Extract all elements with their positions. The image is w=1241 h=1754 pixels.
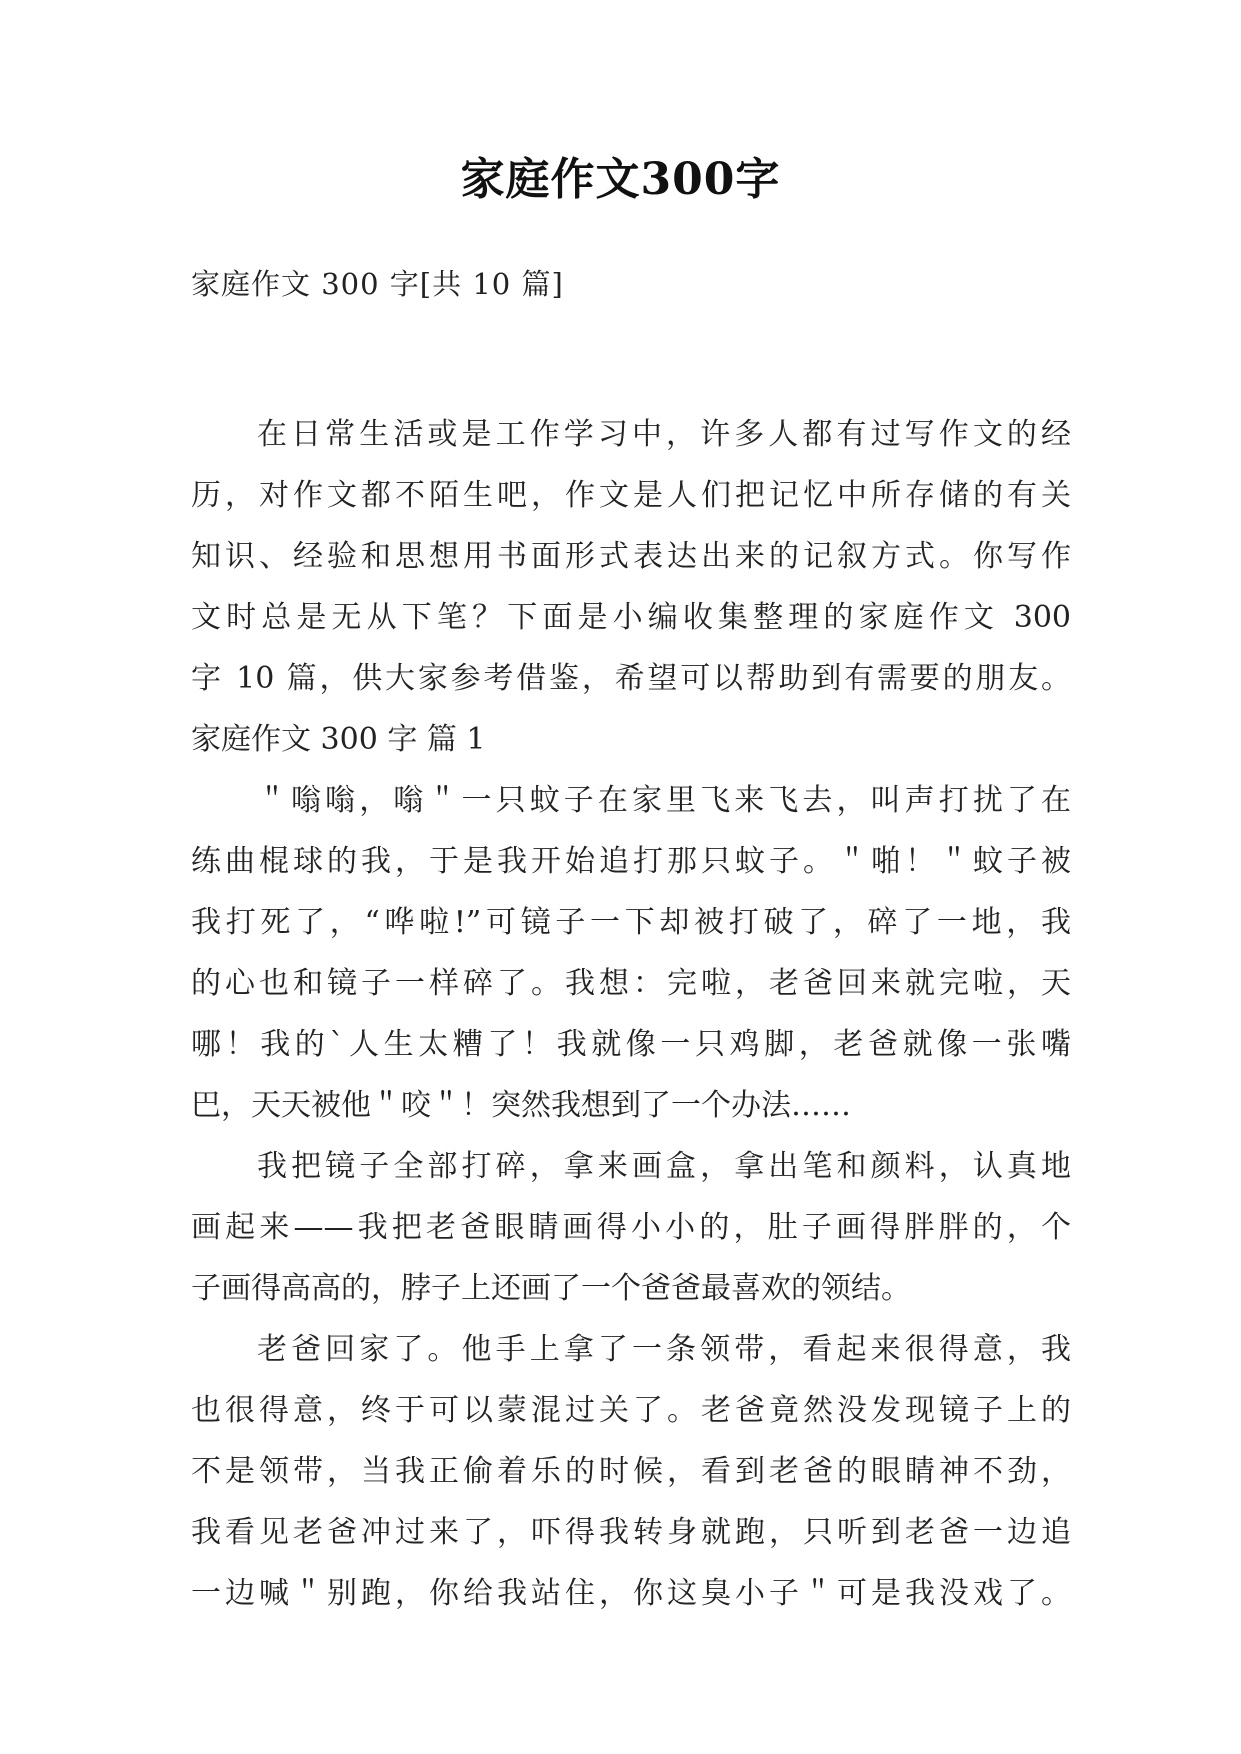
text-line: 我把镜子全部打碎，拿来画盒，拿出笔和颜料，认真地 xyxy=(257,1149,1071,1184)
text-line: 哪！我的`人生太糟了！我就像一只鸡脚，老爸就像一张嘴 xyxy=(191,1027,1071,1062)
text-line: 不是领带，当我正偷着乐的时候，看到老爸的眼睛神不劲， xyxy=(191,1454,1071,1489)
text-line: 一边喊＂别跑，你给我站住，你这臭小子＂可是我没戏了。 xyxy=(191,1576,1071,1611)
text-line: 文时总是无从下笔？下面是小编收集整理的家庭作文 300 xyxy=(191,600,1071,635)
text-line: 巴，天天被他＂咬＂！突然我想到了一个办法…… xyxy=(191,1088,851,1123)
section-heading: 家庭作文 300 字 篇 1 xyxy=(191,722,486,757)
text-line: 字 10 篇，供大家参考借鉴，希望可以帮助到有需要的朋友。 xyxy=(191,661,1071,696)
text-line: 知识、经验和思想用书面形式表达出来的记叙方式。你写作 xyxy=(191,539,1071,574)
text-line: 也很得意，终于可以蒙混过关了。老爸竟然没发现镜子上的 xyxy=(191,1393,1071,1428)
text-line: 在日常生活或是工作学习中，许多人都有过写作文的经 xyxy=(257,417,1071,452)
text-line: 历，对作文都不陌生吧，作文是人们把记忆中所存储的有关 xyxy=(191,478,1071,513)
text-line: 老爸回家了。他手上拿了一条领带，看起来很得意，我 xyxy=(257,1332,1071,1367)
document-body xyxy=(191,404,1071,1624)
text-line: ＂嗡嗡，嗡＂一只蚊子在家里飞来飞去，叫声打扰了在 xyxy=(257,783,1071,818)
text-line: 画起来——我把老爸眼睛画得小小的，肚子画得胖胖的，个 xyxy=(191,1210,1071,1245)
text-line: 的心也和镜子一样碎了。我想：完啦，老爸回来就完啦，天 xyxy=(191,966,1071,1001)
text-line: 我打死了，“哗啦!”可镜子一下却被打破了，碎了一地，我 xyxy=(191,905,1071,940)
document-title: 家庭作文300字 xyxy=(460,154,781,205)
document-subtitle: 家庭作文 300 字[共 10 篇] xyxy=(191,267,564,301)
text-line: 练曲棍球的我，于是我开始追打那只蚊子。＂啪！＂蚊子被 xyxy=(191,844,1071,879)
text-line: 我看见老爸冲过来了，吓得我转身就跑，只听到老爸一边追 xyxy=(191,1515,1071,1550)
text-line: 子画得高高的，脖子上还画了一个爸爸最喜欢的领结。 xyxy=(191,1271,911,1306)
